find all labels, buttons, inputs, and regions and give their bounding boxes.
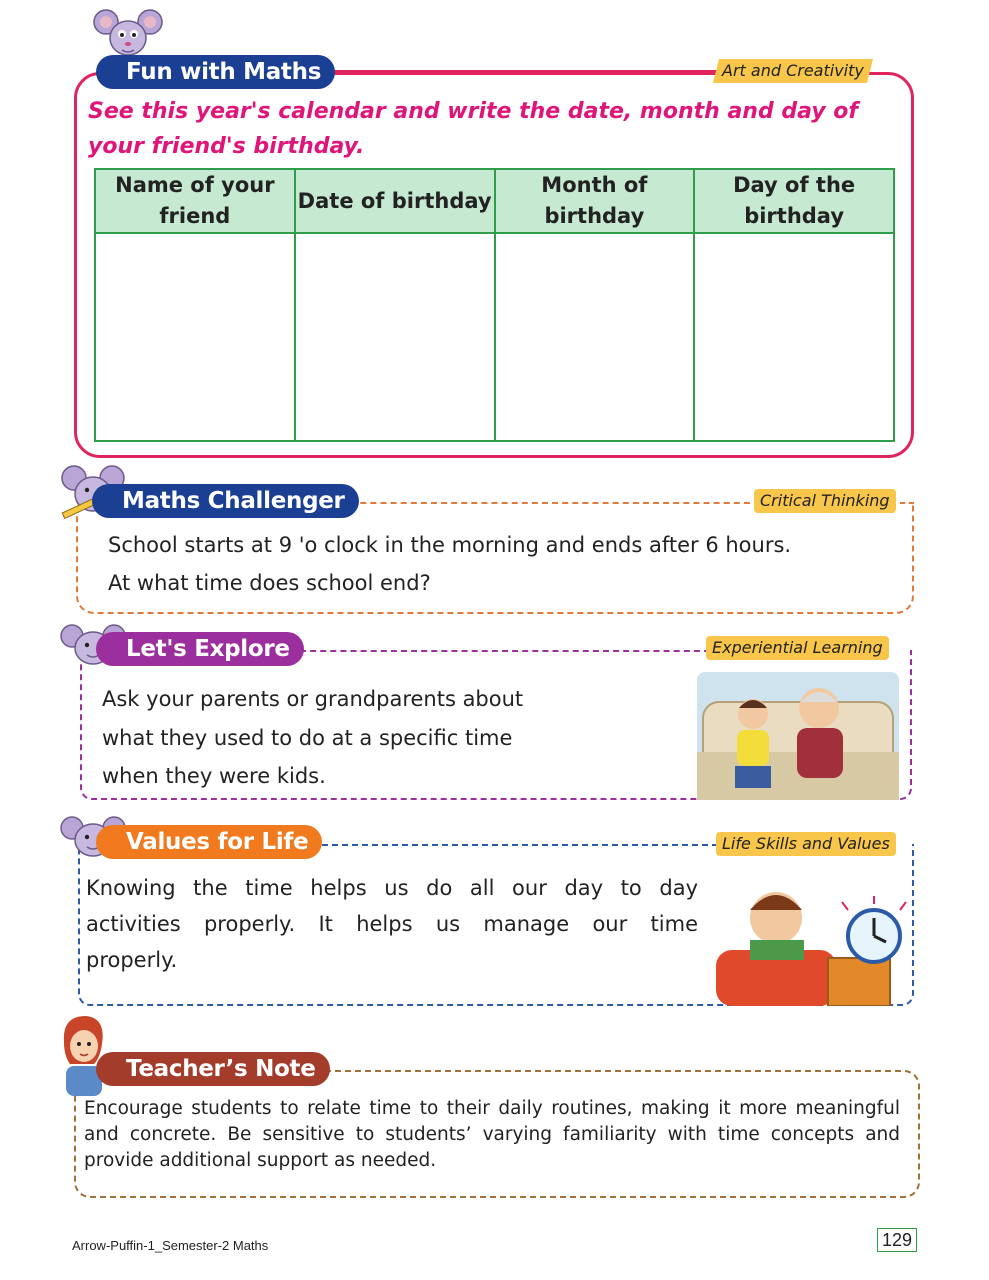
table-header-row bbox=[95, 169, 894, 233]
page-number: 129 bbox=[877, 1228, 917, 1252]
table-header-name: Name of your friend bbox=[95, 169, 295, 233]
art-and-creativity-tag-text: Art and Creativity bbox=[722, 61, 864, 80]
lets-explore-label: Let's Explore bbox=[96, 632, 304, 666]
lets-explore-top-line bbox=[300, 650, 710, 652]
values-line-2: activities properly. It helps us manage our time bbox=[86, 912, 698, 936]
explore-line-1: Ask your parents or grandparents about bbox=[102, 687, 524, 711]
table-cell-name[interactable] bbox=[95, 233, 295, 441]
critical-thinking-tag: Critical Thinking bbox=[754, 489, 896, 513]
challenger-line-1: School starts at 9 'o clock in the morning and ends after 6 hours. bbox=[108, 533, 792, 557]
child-waking-with-alarm-clock-illustration bbox=[716, 866, 912, 1006]
fun-with-maths-label: Fun with Maths bbox=[96, 55, 335, 89]
explore-line-2: what they used to do at a specific time bbox=[102, 726, 513, 750]
table-header-day: Day of the birthday bbox=[694, 169, 894, 233]
art-and-creativity-tag bbox=[713, 59, 873, 83]
maths-challenger-top-line bbox=[330, 502, 760, 504]
table-header-date: Date of birthday bbox=[295, 169, 495, 233]
grandfather-and-child-illustration bbox=[697, 672, 899, 800]
teachers-note-text: Encourage students to relate time to their daily routines, making it more meaningful and concrete. Be sensitive to students’ varying familiarity with time concepts and provide additional support as needed. bbox=[84, 1098, 900, 1171]
values-for-life-label: Values for Life bbox=[96, 825, 322, 859]
life-skills-tag: Life Skills and Values bbox=[716, 832, 896, 856]
table-row bbox=[95, 233, 894, 441]
birthday-table bbox=[94, 168, 895, 442]
maths-challenger-label: Maths Challenger bbox=[92, 484, 359, 518]
experiential-learning-tag: Experiential Learning bbox=[706, 636, 889, 660]
explore-line-3: when they were kids. bbox=[102, 764, 326, 788]
teachers-note-label: Teacher’s Note bbox=[96, 1052, 330, 1086]
table-header-month: Month of birthday bbox=[495, 169, 695, 233]
fun-with-maths-top-line bbox=[300, 70, 722, 73]
values-for-life-top-line bbox=[312, 844, 718, 846]
teacher-avatar-icon bbox=[56, 1012, 108, 1096]
table-cell-month[interactable] bbox=[495, 233, 695, 441]
mouse-mascot-icon bbox=[92, 6, 164, 62]
table-cell-day[interactable] bbox=[694, 233, 894, 441]
table-cell-date[interactable] bbox=[295, 233, 495, 441]
fun-with-maths-question: See this year's calendar and write the date, month and day of your friend's birthday. bbox=[88, 99, 858, 159]
footer-book-title: Arrow-Puffin-1_Semester-2 Maths bbox=[72, 1238, 269, 1253]
maths-challenger-top-line-end bbox=[900, 502, 914, 504]
values-line-1: Knowing the time helps us do all our day to day bbox=[86, 876, 698, 900]
values-line-3: properly. bbox=[86, 948, 178, 972]
challenger-line-2: At what time does school end? bbox=[108, 571, 431, 595]
